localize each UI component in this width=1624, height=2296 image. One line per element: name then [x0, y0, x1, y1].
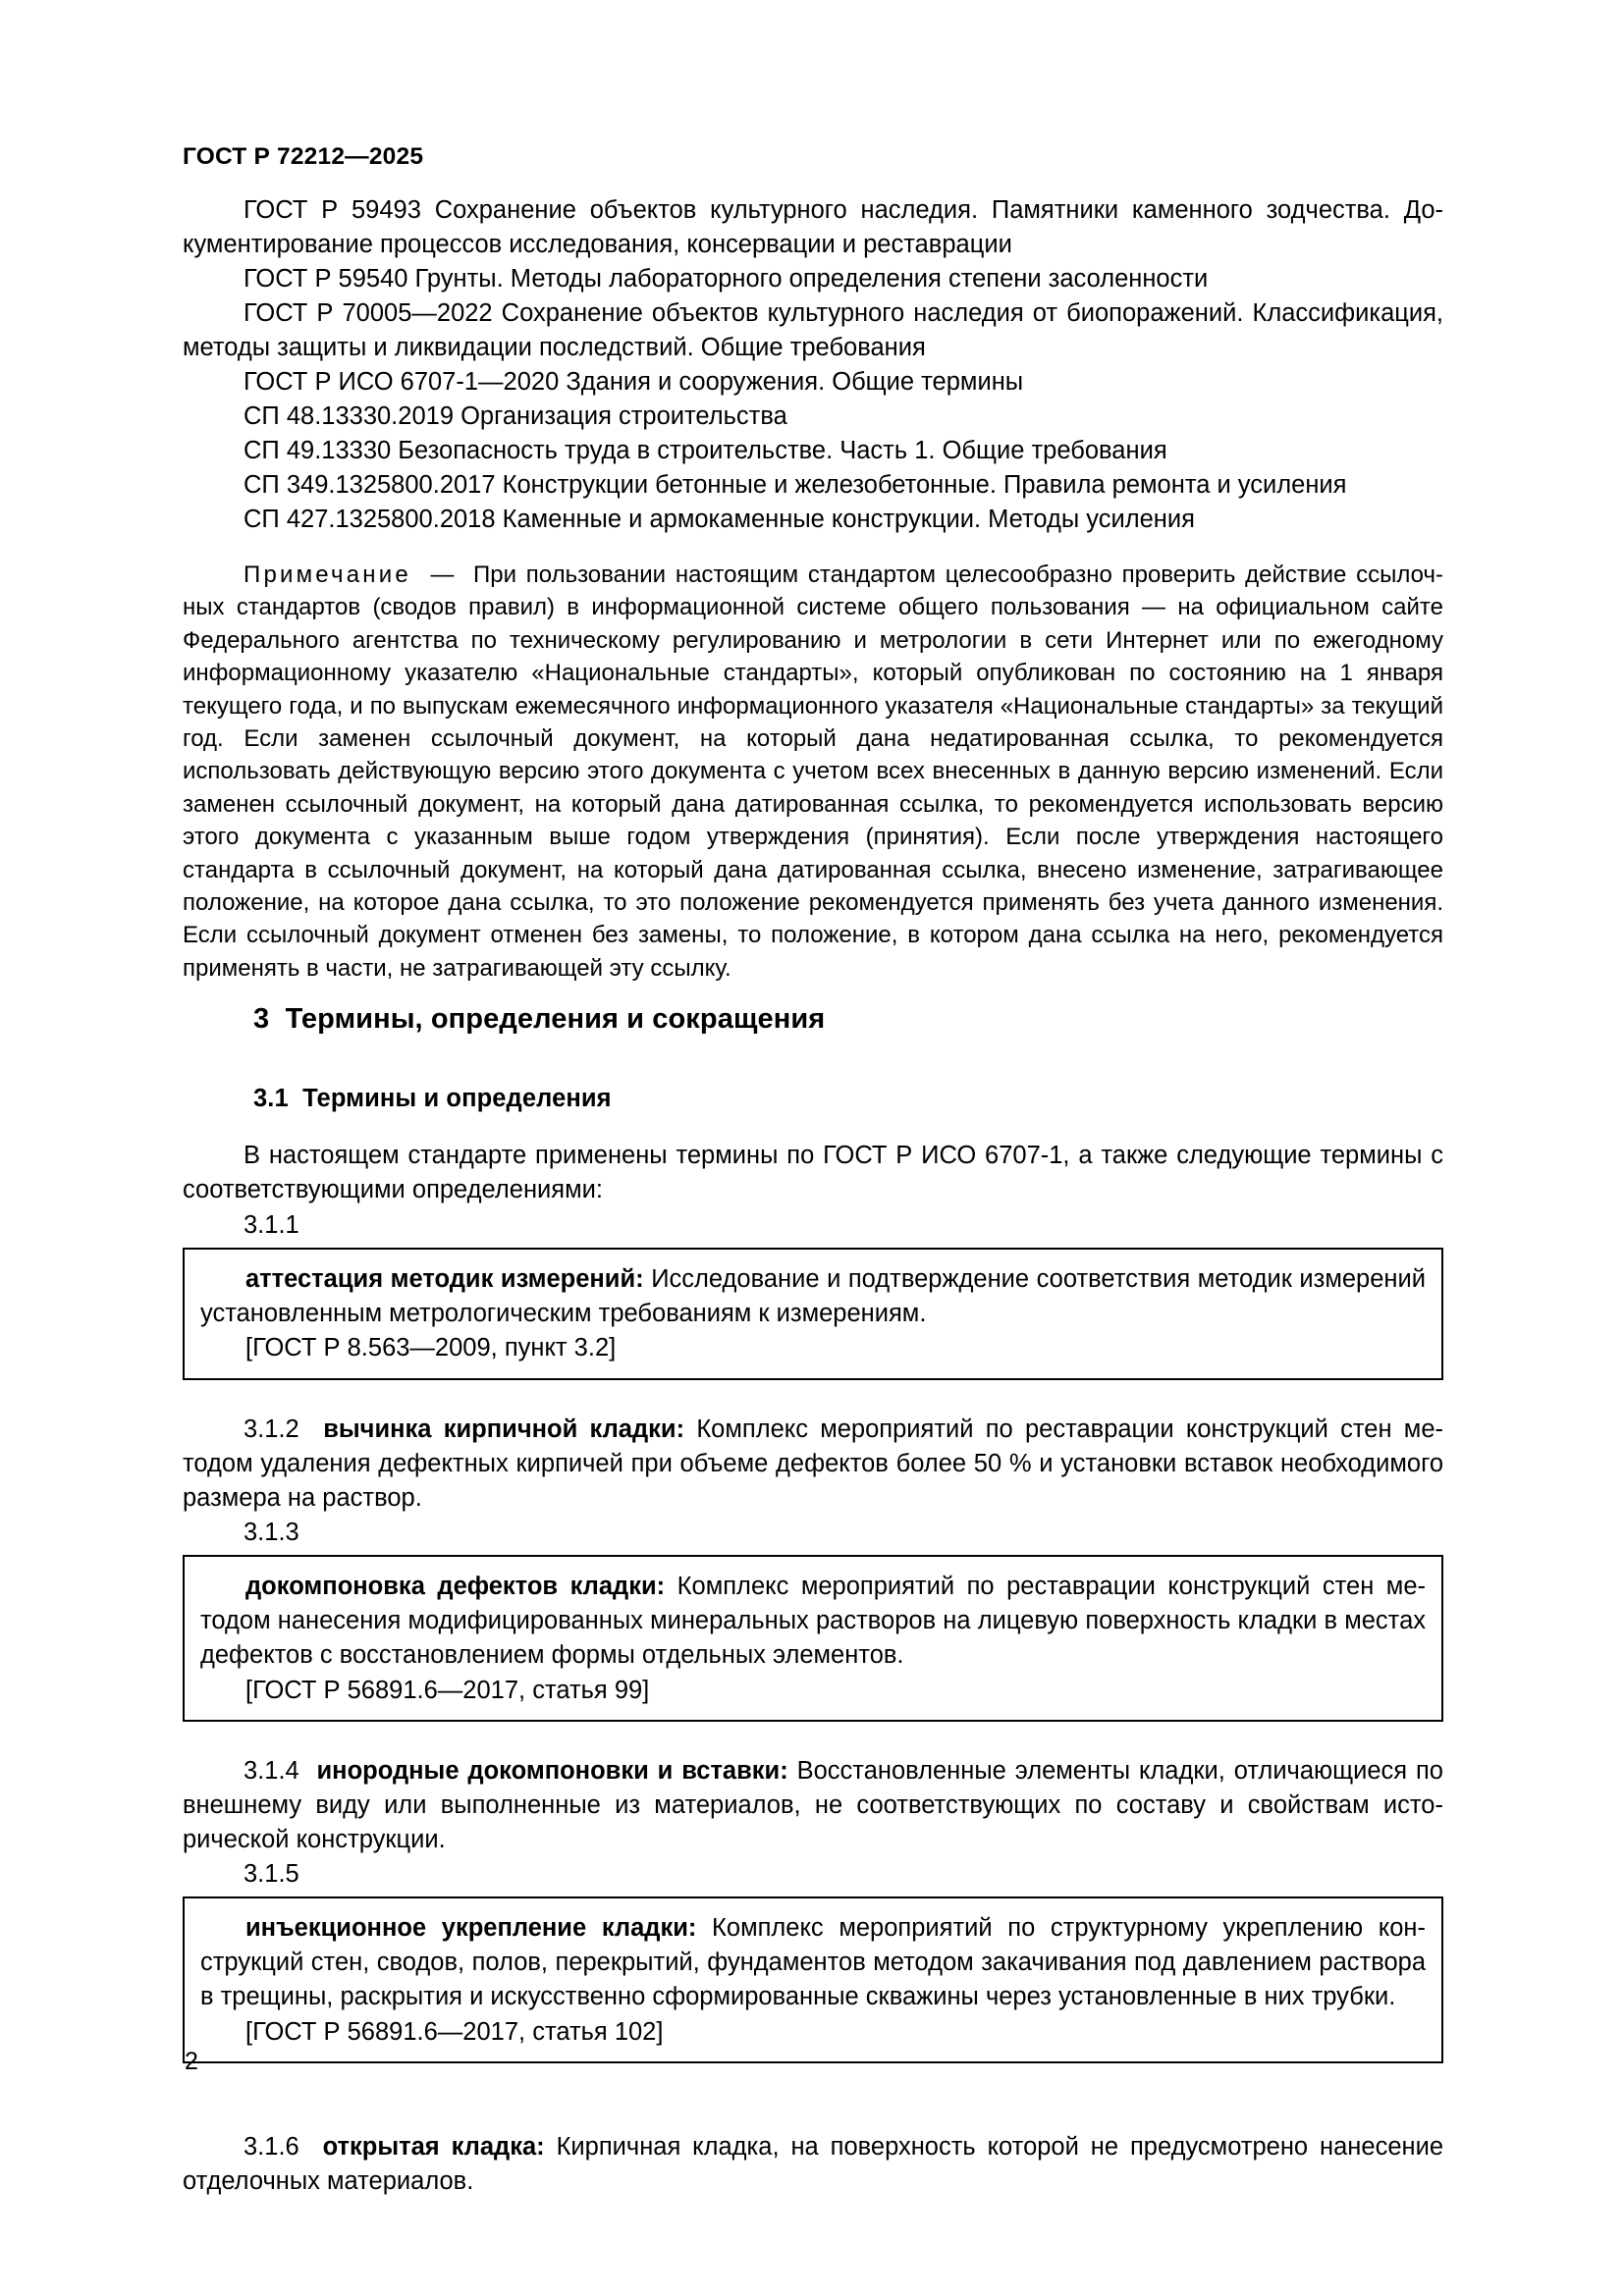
reference-item: ГОСТ Р 70005—2022 Сохранение объектов культурного наследия от биопоражений. Классификация, методы защиты и ликвидации последствий. Общие требования: [183, 299, 1443, 362]
term-text: Исследование и подтверждение соответствия методик измерений установленным метрологическим требованиям к измерениям.: [200, 1265, 1426, 1328]
term-definition-3-1-3: [200, 1570, 1426, 1674]
section-3-title: Термины, определения и сокращения: [285, 1003, 826, 1035]
running-head: ГОСТ Р 72212—2025: [183, 143, 424, 170]
reference-item: СП 48.13330.2019 Организация строительства: [244, 402, 787, 430]
subsection-3-1-number: 3.1: [253, 1085, 289, 1112]
term-number: 3.1.4: [244, 1757, 299, 1785]
reference-item: ГОСТ Р 59540 Грунты. Методы лабораторного определения степени засоленности: [244, 265, 1209, 293]
reference-item-8-wrap: [183, 503, 1443, 537]
term-name: открытая кладка:: [322, 2133, 545, 2161]
term-source: [ГОСТ Р 56891.6—2017, статья 102]: [245, 2017, 664, 2046]
term-number-3-1-3-wrap: [183, 1516, 1443, 1550]
term-name: вычинка кирпичной кладки:: [323, 1415, 685, 1443]
terms-intro-text: В настоящем стандарте применены термины по ГОСТ Р ИСО 6707-1, а также следующие термины с соответствующими определениями:: [183, 1142, 1443, 1204]
reference-item: СП 349.1325800.2017 Конструкции бетонные и железобетонные. Правила ремонта и усиления: [244, 471, 1347, 499]
page-number: 2: [185, 2048, 198, 2075]
term-number: 3.1.2: [244, 1415, 299, 1443]
term-definition-3-1-1: [200, 1262, 1426, 1331]
term-box-3-1-3: [183, 1555, 1443, 1722]
note-dash: —: [430, 561, 455, 588]
reference-item-3-wrap: [183, 296, 1443, 365]
reference-item: ГОСТ Р ИСО 6707-1—2020 Здания и сооружения. Общие термины: [244, 368, 1024, 396]
reference-item-7-wrap: [183, 468, 1443, 503]
term-name: инъекционное укрепление кладки:: [245, 1914, 697, 1942]
note-paragraph: [183, 559, 1443, 985]
section-3-heading: [253, 1003, 825, 1036]
term-source: [ГОСТ Р 8.563—2009, пункт 3.2]: [245, 1334, 617, 1362]
reference-item-2-wrap: [183, 262, 1443, 296]
reference-item-6-wrap: [183, 434, 1443, 468]
term-3-1-6: [183, 2130, 1443, 2199]
term-number-3-1-1-wrap: [183, 1208, 1443, 1243]
reference-item-4-wrap: [183, 365, 1443, 400]
terms-intro-paragraph: [183, 1139, 1443, 1207]
term-name: инородные докомпоновки и вставки:: [316, 1757, 788, 1785]
term-number: 3.1.1: [244, 1211, 299, 1239]
term-definition-3-1-5: [200, 1911, 1426, 2015]
note-text: При пользовании настоящим стандартом целесообразно проверить действие ссылочных стандартов (сводов правил) в информационной системе общего пользования — на официальном сайте Федерального агентства по техническому регулированию и метрологии в сети Интернет или по ежегодному информационному указателю «Национальные стандарты», который опубликован по состоянию на 1 января текущего года, и по выпускам ежемесячного информационного указателя «Национальные стандарты» за текущий год. Если заменен ссылочный документ, на который дана недатированная ссылка, то рекомендуется использовать действующую версию этого документа с учетом всех внесенных в данную версию изменений. Если заменен ссылочный документ, на который дана датированная ссылка, то рекомендуется использовать версию этого документа с указанным выше годом утверждения (принятия). Если после утверждения настоящего стандарта в ссылочный документ, на который дана датированная ссылка, внесено изменение, затрагивающее положение, на которое дана ссылка, то это положение рекомендуется применять без учета данного изменения. Если ссылочный документ отменен без замены, то положение, в котором дана ссылка на него, рекомендуется применять в части, не затрагивающей эту ссылку.: [183, 561, 1443, 982]
term-box-3-1-5: [183, 1896, 1443, 2063]
reference-item: ГОСТ Р 59493 Сохранение объектов культурного наследия. Памятники каменного зодчества. Документирование процессов исследования, консервации и реставрации: [183, 196, 1443, 259]
term-number: 3.1.3: [244, 1519, 299, 1546]
term-number: 3.1.5: [244, 1860, 299, 1888]
subsection-3-1-title: Термины и определения: [302, 1085, 612, 1112]
term-text: Комплекс мероприятий по реставрации конструкций стен методом нанесения модифицированных минеральных растворов на лицевую поверхность кладки в местах дефектов с восстановлением формы отдельных элементов.: [200, 1573, 1427, 1670]
term-box-3-1-1: [183, 1248, 1443, 1380]
reference-item-5-wrap: [183, 400, 1443, 434]
section-3-number: 3: [253, 1003, 270, 1035]
term-3-1-4: [183, 1754, 1443, 1858]
term-text: Кирпичная кладка, на поверхность которой не предусмотрено нанесение отделочных материалов.: [183, 2133, 1444, 2196]
term-3-1-2: [183, 1413, 1443, 1517]
note-label: Примечание: [244, 561, 411, 588]
normative-references-list: [183, 193, 1443, 262]
term-name: докомпоновка дефектов кладки:: [245, 1573, 666, 1600]
term-source: [ГОСТ Р 56891.6—2017, статья 99]: [245, 1676, 650, 1704]
term-text: Восстановленные элементы кладки, отличающиеся по внешнему виду или выполненные из материалов, не соответствующих по составу и свойствам исторической конструкции.: [183, 1757, 1443, 1854]
subsection-3-1-heading: [253, 1085, 612, 1113]
term-number: 3.1.6: [244, 2133, 299, 2161]
term-text: Комплекс мероприятий по структурному укреплению конструкций стен, сводов, полов, перекрытий, фундаментов методом закачивания под давлением раствора в трещины, раскрытия и искусственно сформированные скважины через установленные в них трубки.: [200, 1914, 1426, 2011]
term-text: Комплекс мероприятий по реставрации конструкций стен методом удаления дефектных кирпичей при объеме дефектов более 50 % и установки вставок необходимого размера на раствор.: [183, 1415, 1444, 1513]
term-name: аттестация методик измерений:: [245, 1265, 644, 1293]
reference-item: СП 49.13330 Безопасность труда в строительстве. Часть 1. Общие требования: [244, 437, 1167, 464]
term-number-3-1-5-wrap: [183, 1857, 1443, 1892]
reference-item: СП 427.1325800.2018 Каменные и армокаменные конструкции. Методы усиления: [244, 506, 1195, 533]
